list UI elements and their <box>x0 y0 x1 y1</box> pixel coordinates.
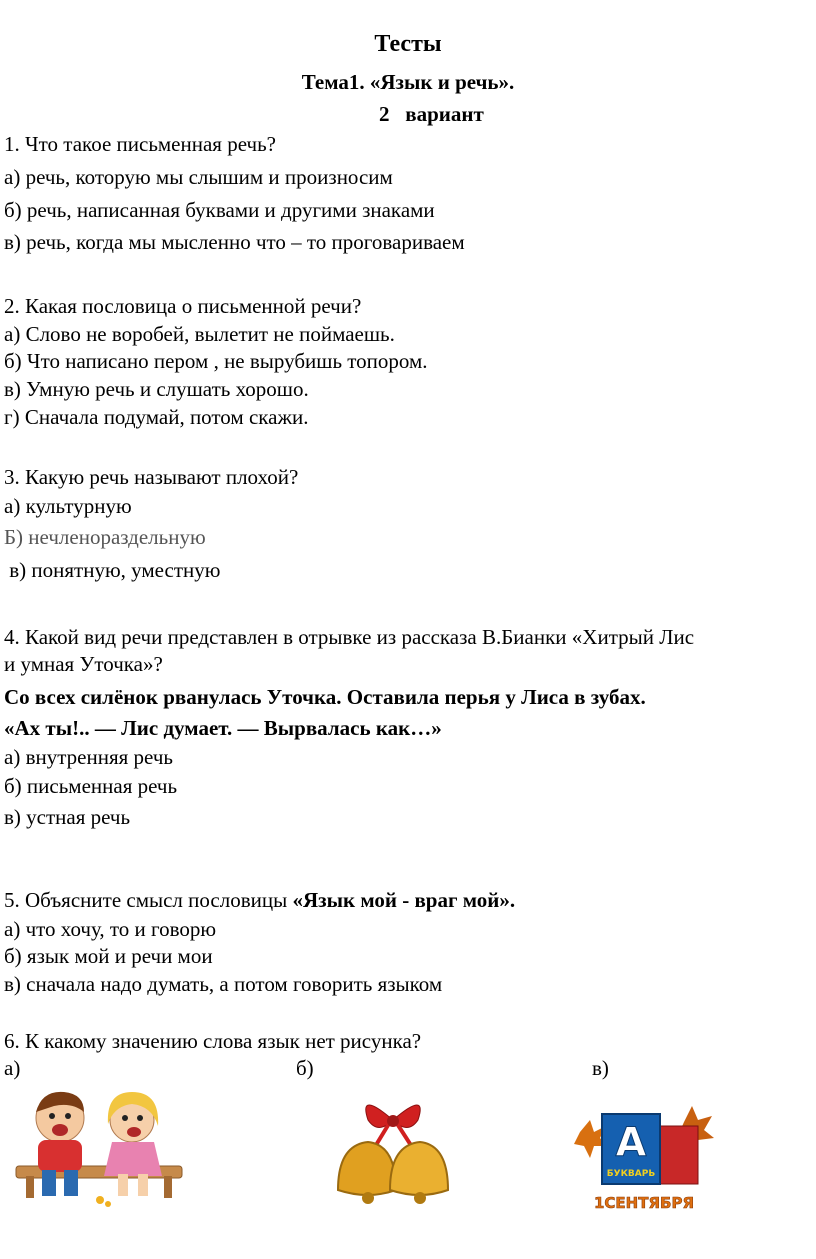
q6-question: 6. К какому значению слова язык нет рисунка? <box>4 1029 422 1053</box>
variant-heading: 2 вариант <box>379 102 484 126</box>
q4-question-line2: и умная Уточка»? <box>4 652 163 676</box>
q2-question: 2. Какая пословица о письменной речи? <box>4 294 362 318</box>
children-talking-picture <box>8 1080 188 1210</box>
q1-option-c: в) речь, когда мы мысленно что – то проговариваем <box>4 230 465 254</box>
q5-proverb: «Язык мой - враг мой». <box>292 888 516 912</box>
q2-option-b: б) Что написано пером , не вырубишь топором. <box>4 349 428 373</box>
q6-label-c: в) <box>592 1056 609 1080</box>
q4-option-a: а) внутренняя речь <box>4 745 173 769</box>
bells-picture <box>318 1090 468 1215</box>
q1-question: 1. Что такое письменная речь? <box>4 132 276 156</box>
topic-heading: Тема1. «Язык и речь». <box>301 70 515 94</box>
q5-option-b: б) язык мой и речи мои <box>4 944 213 968</box>
q5-option-c: в) сначала надо думать, а потом говорить языком <box>4 972 443 996</box>
q4-quote-line1: Со всех силёнок рванулась Уточка. Оставила перья у Лиса в зубах. <box>4 685 646 709</box>
q1-option-b: б) речь, написанная буквами и другими знаками <box>4 198 435 222</box>
book-word: БУКВАРЬ <box>606 1169 656 1179</box>
q3-option-a: а) культурную <box>4 494 132 518</box>
q3-question: 3. Какую речь называют плохой? <box>4 465 299 489</box>
q6-label-b: б) <box>296 1056 314 1080</box>
q2-option-a: а) Слово не воробей, вылетит не поймаешь. <box>4 322 395 346</box>
q6-label-a: а) <box>4 1056 21 1080</box>
q1-option-a: а) речь, которую мы слышим и произносим <box>4 165 393 189</box>
q5-question <box>4 888 515 912</box>
q4-question-line1: 4. Какой вид речи представлен в отрывке из рассказа В.Бианки «Хитрый Лис <box>4 625 695 649</box>
book-letter: А <box>615 1120 647 1166</box>
primer-book-picture <box>572 1092 717 1217</box>
q4-option-b: б) письменная речь <box>4 774 178 798</box>
september-banner: 1СЕНТЯБРЯ <box>593 1194 695 1212</box>
q3-option-b: Б) нечленораздельную <box>4 525 206 549</box>
q4-option-c: в) устная речь <box>4 805 131 829</box>
page-title: Тесты <box>374 31 442 57</box>
q4-quote-line2: «Ах ты!.. — Лис думает. — Вырвалась как…» <box>4 716 442 740</box>
q3-option-c: в) понятную, уместную <box>4 558 221 582</box>
q5-question-prefix: 5. Объясните смысл пословицы <box>4 888 293 912</box>
q2-option-d: г) Сначала подумай, потом скажи. <box>4 405 309 429</box>
q5-option-a: а) что хочу, то и говорю <box>4 917 217 941</box>
q2-option-c: в) Умную речь и слушать хорошо. <box>4 377 309 401</box>
